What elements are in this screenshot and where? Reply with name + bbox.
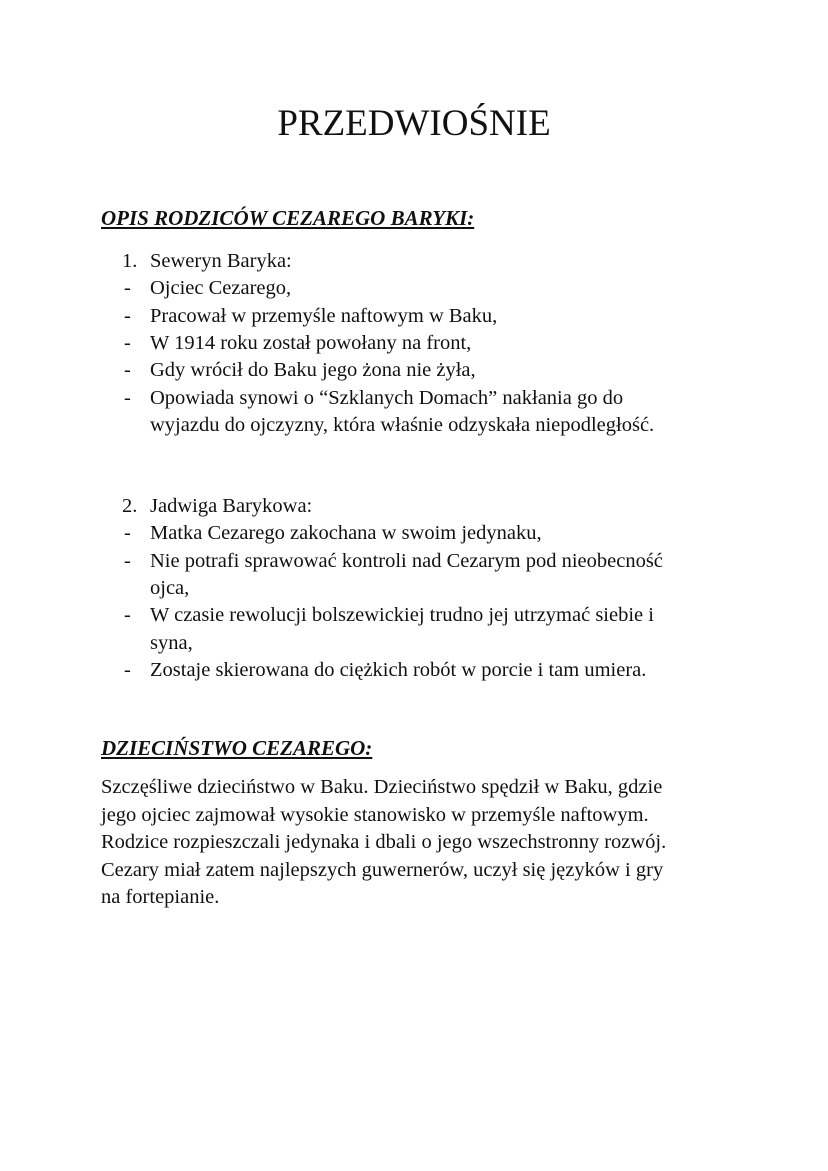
- list-point-text: wyjazdu do ojczyzny, która właśnie odzyskała niepodległość.: [150, 413, 655, 436]
- section-heading-childhood: DZIECIŃSTWO CEZAREGO:: [101, 736, 373, 760]
- list-point-text: Nie potrafi sprawować kontroli nad Cezarym pod nieobecność: [150, 549, 663, 572]
- list-point-text: W 1914 roku został powołany na front,: [150, 331, 472, 354]
- bullet-dash: -: [124, 331, 131, 354]
- list-point-text: Matka Cezarego zakochana w swoim jedynaku,: [150, 522, 542, 545]
- bullet-dash: -: [124, 549, 131, 572]
- list-point-text: W czasie rewolucji bolszewickiej trudno jej utrzymać siebie i: [150, 604, 654, 627]
- bullet-dash: -: [124, 277, 131, 300]
- bullet-dash: -: [124, 359, 131, 382]
- paragraph-line: jego ojciec zajmował wysokie stanowisko w przemyśle naftowym.: [101, 803, 649, 826]
- parent-name: Seweryn Baryka:: [150, 250, 292, 272]
- list-point-text: Gdy wrócił do Baku jego żona nie żyła,: [150, 359, 476, 382]
- paragraph-line: Cezary miał zatem najlepszych guwernerów, uczył się języków i gry: [101, 858, 664, 881]
- list-number: 1.: [122, 250, 138, 272]
- list-point-text: Ojciec Cezarego,: [150, 277, 292, 300]
- list-point-text: ojca,: [150, 576, 190, 599]
- paragraph-line: Rodzice rozpieszczali jedynaka i dbali o jego wszechstronny rozwój.: [101, 831, 667, 853]
- bullet-dash: -: [124, 522, 131, 545]
- document-title: PRZEDWIOŚNIE: [277, 103, 551, 144]
- list-point-text: Zostaje skierowana do ciężkich robót w porcie i tam umiera.: [150, 658, 647, 681]
- bullet-dash: -: [124, 304, 131, 327]
- bullet-dash: -: [124, 386, 131, 409]
- paragraph-line: Szczęśliwe dzieciństwo w Baku. Dzieciństwo spędził w Baku, gdzie: [101, 776, 663, 798]
- section-heading-parents: OPIS RODZICÓW CEZAREGO BARYKI:: [101, 206, 475, 230]
- bullet-dash: -: [124, 658, 131, 681]
- list-number: 2.: [122, 495, 138, 517]
- list-point-text: Pracował w przemyśle naftowym w Baku,: [150, 304, 498, 327]
- list-point-text: Opowiada synowi o “Szklanych Domach” nakłania go do: [150, 386, 624, 409]
- parent-name: Jadwiga Barykowa:: [150, 495, 313, 517]
- bullet-dash: -: [124, 604, 131, 627]
- paragraph-line: na fortepianie.: [101, 886, 220, 908]
- list-point-text: syna,: [150, 631, 193, 654]
